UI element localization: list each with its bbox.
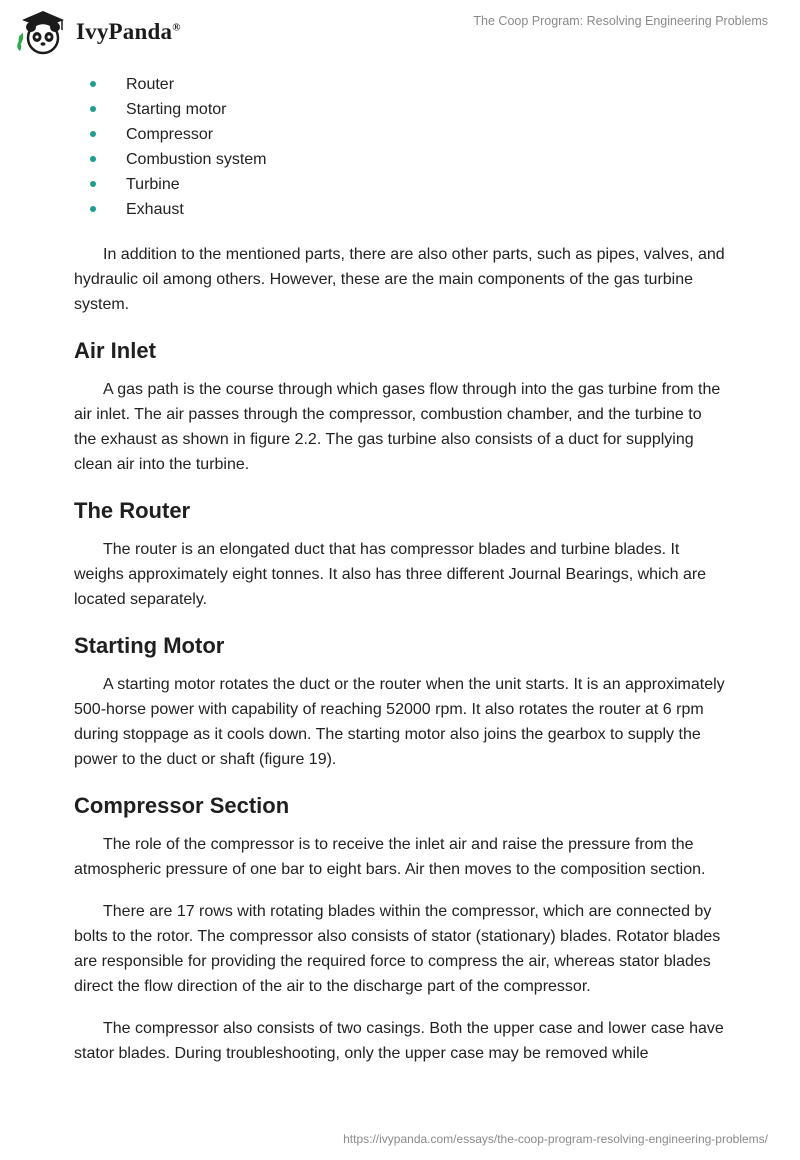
- bullet-icon: [90, 81, 96, 87]
- heading-starting-motor: Starting Motor: [74, 633, 225, 658]
- heading-air-inlet: Air Inlet: [74, 338, 156, 363]
- paragraph: The compressor also consists of two casings. Both the upper case and lower case have stator blades. During troubleshooting, only the upper case may be removed while: [74, 1020, 724, 1062]
- heading-compressor-section: Compressor Section: [74, 793, 290, 818]
- list-item: Compressor: [74, 122, 728, 147]
- intro-paragraph: In addition to the mentioned parts, there are also other parts, such as pipes, valves, and hydraulic oil among others. However, these are the main components of the gas turbine system.: [74, 246, 725, 313]
- list-item: Starting motor: [74, 97, 728, 122]
- list-item: Combustion system: [74, 147, 728, 172]
- bullet-icon: [90, 206, 96, 212]
- document-title: The Coop Program: Resolving Engineering Problems: [473, 14, 768, 28]
- bullet-icon: [90, 181, 96, 187]
- paragraph: The role of the compressor is to receive the inlet air and raise the pressure from the atmospheric pressure of one bar to eight bars. Air then moves to the composition section.: [74, 836, 706, 878]
- bullet-icon: [90, 156, 96, 162]
- list-item: Exhaust: [74, 197, 728, 222]
- bullet-icon: [90, 106, 96, 112]
- list-item: Turbine: [74, 172, 728, 197]
- paragraph: The router is an elongated duct that has compressor blades and turbine blades. It weighs approximately eight tonnes. It also has three different Journal Bearings, which are located separately.: [74, 541, 707, 608]
- paragraph: There are 17 rows with rotating blades within the compressor, which are connected by bolts to the rotor. The compressor also consists of stator (stationary) blades. Rotator blades are responsible for providing the required force to compress the air, whereas stator blades direct the flow direction of the air to the discharge part of the compressor.: [74, 903, 721, 995]
- paragraph: A starting motor rotates the duct or the router when the unit starts. It is an approximately 500-horse power with capability of reaching 52000 rpm. It also rotates the router at 6 rpm during stoppage as it cools down. The starting motor also joins the gearbox to supply the power to the duct or shaft (figure 19).: [74, 676, 725, 768]
- panda-graduate-icon: [14, 7, 72, 57]
- page-header: [0, 0, 800, 64]
- components-list: [74, 72, 728, 222]
- heading-router: The Router: [74, 498, 191, 523]
- list-item: Router: [74, 72, 728, 97]
- bullet-icon: [90, 131, 96, 137]
- ivypanda-logo[interactable]: [14, 6, 204, 58]
- essay-body: [74, 72, 728, 1066]
- paragraph: A gas path is the course through which gases flow through into the gas turbine from the air inlet. The air passes through the compressor, combustion chamber, and the turbine to the exhaust as shown in figure 2.2. The gas turbine also consists of a duct for supplying clean air into the turbine.: [74, 381, 721, 473]
- brand-name: IvyPanda®: [76, 19, 181, 44]
- source-url[interactable]: https://ivypanda.com/essays/the-coop-program-resolving-engineering-problems/: [343, 1132, 768, 1146]
